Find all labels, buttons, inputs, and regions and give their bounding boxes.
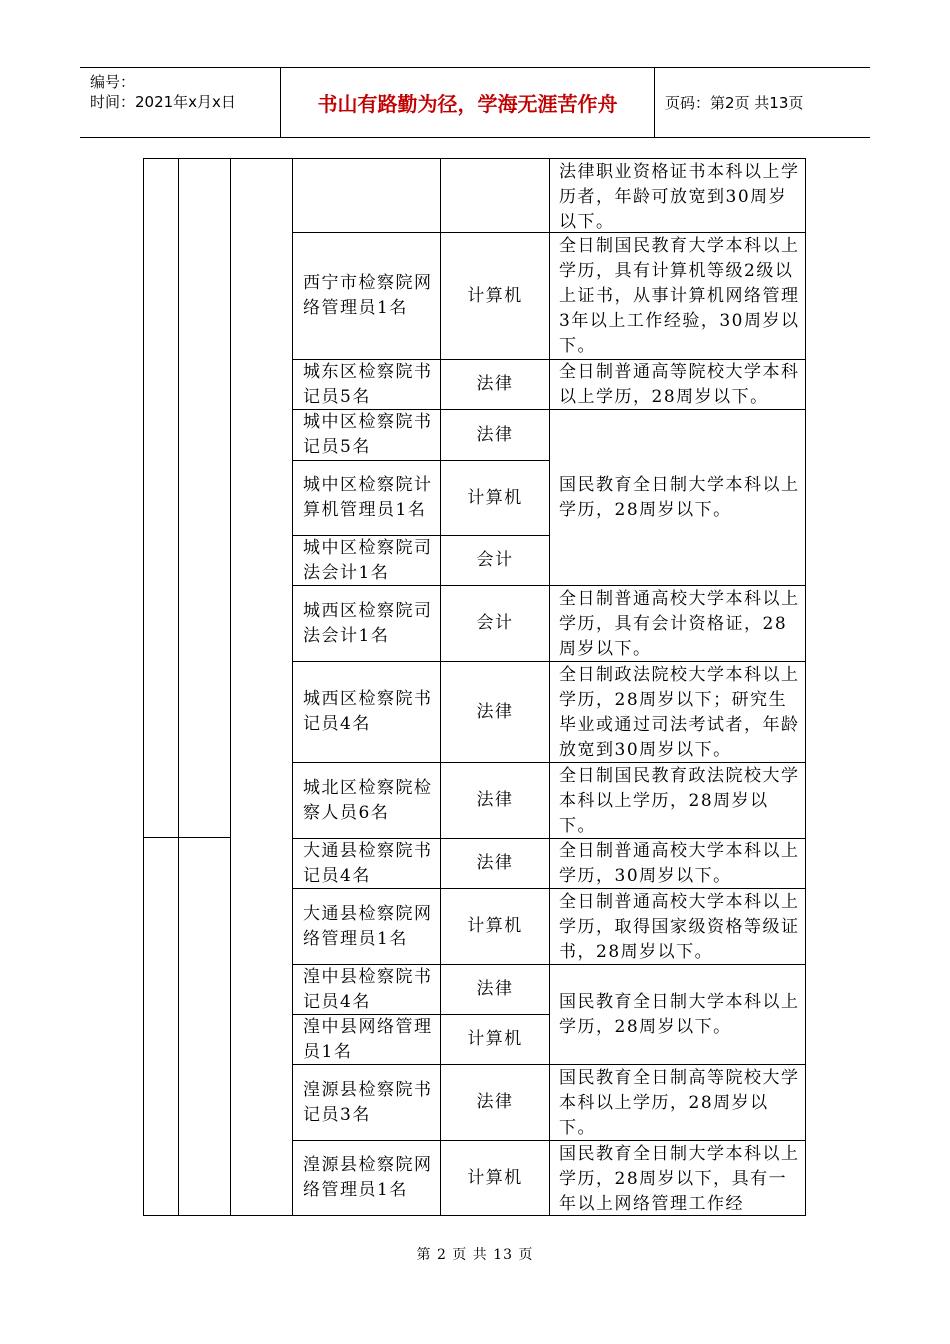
header-page-number: 页码：第2页 共13页	[665, 94, 804, 112]
table-border	[143, 158, 806, 159]
page-header	[80, 67, 870, 138]
table-cell-major: 计算机	[467, 916, 523, 936]
table-cell-position: 大通县检察院网络管理员1名	[303, 903, 433, 949]
table-cell-major: 会计	[476, 550, 514, 570]
table-cell-requirement: 全日制普通高等院校大学本科以上学历，28周岁以下。	[559, 362, 800, 407]
header-divider	[654, 68, 655, 137]
table-cell-position: 城东区检察院书记员5名	[303, 361, 433, 407]
table-border	[143, 837, 231, 838]
table-cell-major: 计算机	[467, 1029, 523, 1049]
table-border	[143, 158, 144, 1216]
table-border	[143, 1215, 806, 1216]
table-cell-requirement: 全日制普通高校大学本科以上学历，取得国家级资格等级证书，28周岁以下。	[559, 892, 800, 962]
table-border	[230, 158, 231, 1216]
table-cell-major: 会计	[476, 613, 514, 633]
document-number: 编号：	[90, 73, 136, 91]
header-meta	[80, 68, 280, 137]
table-cell-major: 法律	[476, 1092, 514, 1112]
table-cell-requirement: 国民教育全日制大学本科以上学历，28周岁以下，具有一年以上网络管理工作经	[559, 1144, 800, 1214]
table-cell-requirement: 国民教育全日制高等院校大学本科以上学历，28周岁以下。	[559, 1068, 800, 1138]
table-cell-requirement: 全日制国民教育大学本科以上学历，具有计算机等级2级以上证书，从事计算机网络管理3年以上工作经验，30周岁以下。	[559, 236, 800, 356]
table-cell-major: 法律	[476, 790, 514, 810]
recruitment-table	[143, 158, 806, 1216]
table-cell-major: 法律	[476, 424, 514, 445]
table-cell-requirement: 全日制普通高校大学本科以上学历，具有会计资格证，28周岁以下。	[559, 589, 800, 659]
table-cell-major: 法律	[476, 374, 514, 394]
table-cell-requirement: 全日制普通高校大学本科以上学历，30周岁以下。	[559, 841, 800, 886]
table-cell-position: 湟中县网络管理员1名	[303, 1016, 433, 1062]
table-cell-requirement: 法律职业资格证书本科以上学历者，年龄可放宽到30周岁以下。	[559, 162, 800, 232]
table-cell-requirement-merged: 国民教育全日制大学本科以上学历，28周岁以下。	[559, 474, 800, 520]
table-cell-major: 计算机	[467, 285, 523, 306]
table-cell-major: 计算机	[467, 487, 523, 508]
table-cell-position: 城中区检察院计算机管理员1名	[303, 475, 433, 520]
table-cell-position: 湟源县检察院网络管理员1名	[303, 1155, 433, 1200]
table-cell-position: 西宁市检察院网络管理员1名	[303, 273, 433, 318]
table-cell-position: 湟源县检察院书记员3名	[303, 1079, 433, 1125]
table-cell-major: 法律	[476, 701, 514, 722]
header-motto: 书山有路勤为径，学海无涯苦作舟	[317, 92, 618, 116]
table-cell-position: 城北区检察院检察人员6名	[303, 777, 433, 823]
table-cell-position: 城中区检察院司法会计1名	[303, 537, 433, 583]
table-cell-position: 大通县检察院书记员4名	[303, 840, 433, 886]
page-footer: 第 2 页 共 13 页	[416, 1247, 534, 1263]
table-cell-requirement: 全日制国民教育政法院校大学本科以上学历，28周岁以下。	[559, 766, 800, 836]
table-cell-major: 法律	[476, 979, 514, 999]
table-cell-position: 湟中县检察院书记员4名	[303, 966, 433, 1012]
table-cell-position: 城中区检察院书记员5名	[303, 412, 433, 457]
table-cell-major: 法律	[476, 853, 514, 873]
table-border	[178, 158, 179, 1216]
document-date: 时间：2021年x月x日	[90, 93, 236, 111]
table-cell-requirement-merged: 国民教育全日制大学本科以上学历，28周岁以下。	[559, 991, 800, 1037]
table-border	[805, 158, 806, 1216]
table-cell-position: 城西区检察院书记员4名	[303, 689, 433, 734]
table-cell-major: 计算机	[467, 1167, 523, 1188]
table-cell-position: 城西区检察院司法会计1名	[303, 600, 433, 646]
table-cell-requirement: 全日制政法院校大学本科以上学历，28周岁以下；研究生毕业或通过司法考试者，年龄放宽到30周岁以下。	[559, 665, 800, 760]
